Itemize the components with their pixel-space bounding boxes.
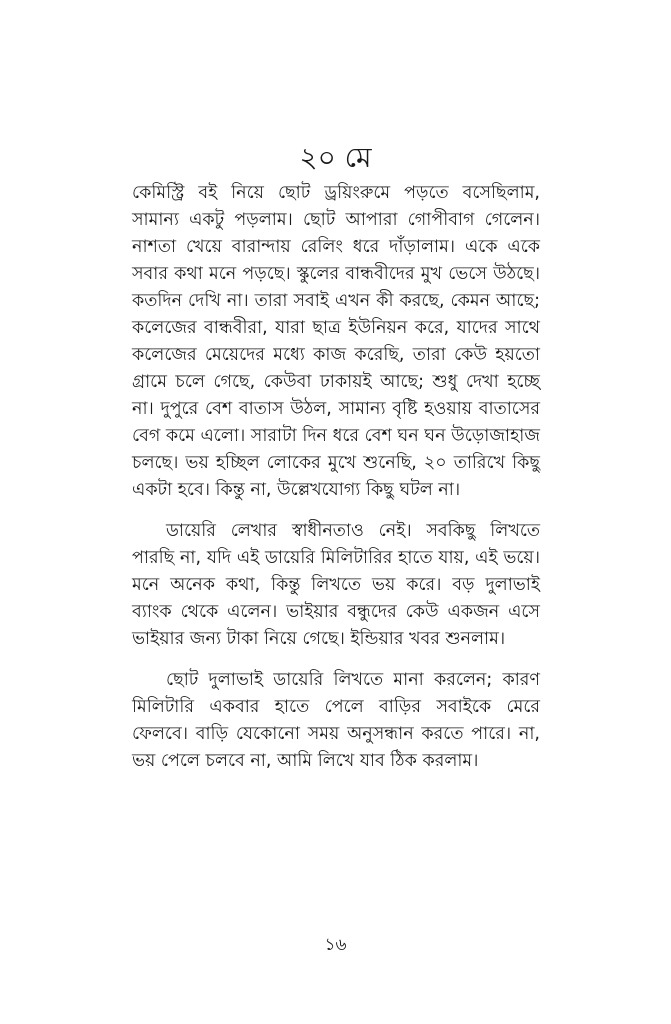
paragraph-2: ডায়েরি লেখার স্বাধীনতাও নেই। সবকিছু লিখতে পারছি না, যদি এই ডায়েরি মিলিটারির হাতে যায়, এই ভয়ে। মনে অনেক কথা, কিন্তু লিখতে ভয় করে। বড় দুলাভাই ব্যাংক থেকে এলেন। ভাইয়ার বন্ধুদের কেউ একজন এসে ভাইয়ার জন্য টাকা নিয়ে গেছে। ইন্ডিয়ার খবর শুনলাম।	[132, 521, 540, 649]
entry-date-heading: ২০ মে	[299, 141, 372, 174]
diary-entry-body	[132, 180, 540, 789]
paragraph-3: ছোট দুলাভাই ডায়েরি লিখতে মানা করলেন; কারণ মিলিটারি একবার হাতে পেলে বাড়ির সবাইকে মেরে ফেলবে। বাড়ি যেকোনো সময় অনুসন্ধান করতে পারে। না, ভয় পেলে চলবে না, আমি লিখে যাব ঠিক করলাম।	[132, 670, 540, 771]
paragraph-1: কেমিস্ট্রি বই নিয়ে ছোট ড্রয়িংরুমে পড়তে বসেছিলাম, সামান্য একটু পড়লাম। ছোট আপারা গোপীবাগ গেলেন। নাশতা খেয়ে বারান্দায় রেলিং ধরে দাঁড়ালাম। একে একে সবার কথা মনে পড়ছে। স্কুলের বান্ধবীদের মুখ ভেসে উঠছে। কতদিন দেখি না। তারা সবাই এখন কী করছে, কেমন আছে; কলেজের বান্ধবীরা, যারা ছাত্র ইউনিয়ন করে, যাদের সাথে কলেজের মেয়েদের মধ্যে কাজ করেছি, তারা কেউ হয়তো গ্রামে চলে গেছে, কেউবা ঢাকায়ই আছে; শুধু দেখা হচ্ছে না। দুপুরে বেশ বাতাস উঠল, সামান্য বৃষ্টি হওয়ায় বাতাসের বেগ কমে এলো। সারাটা দিন ধরে বেশ ঘন ঘন উড়োজাহাজ চলছে। ভয় হচ্ছিল লোকের মুখে শুনেছি, ২০ তারিখে কিছু একটা হবে। কিন্তু না, উল্লেখযোগ্য কিছু ঘটল না।	[132, 183, 540, 500]
page-number: ১৬	[324, 935, 347, 955]
